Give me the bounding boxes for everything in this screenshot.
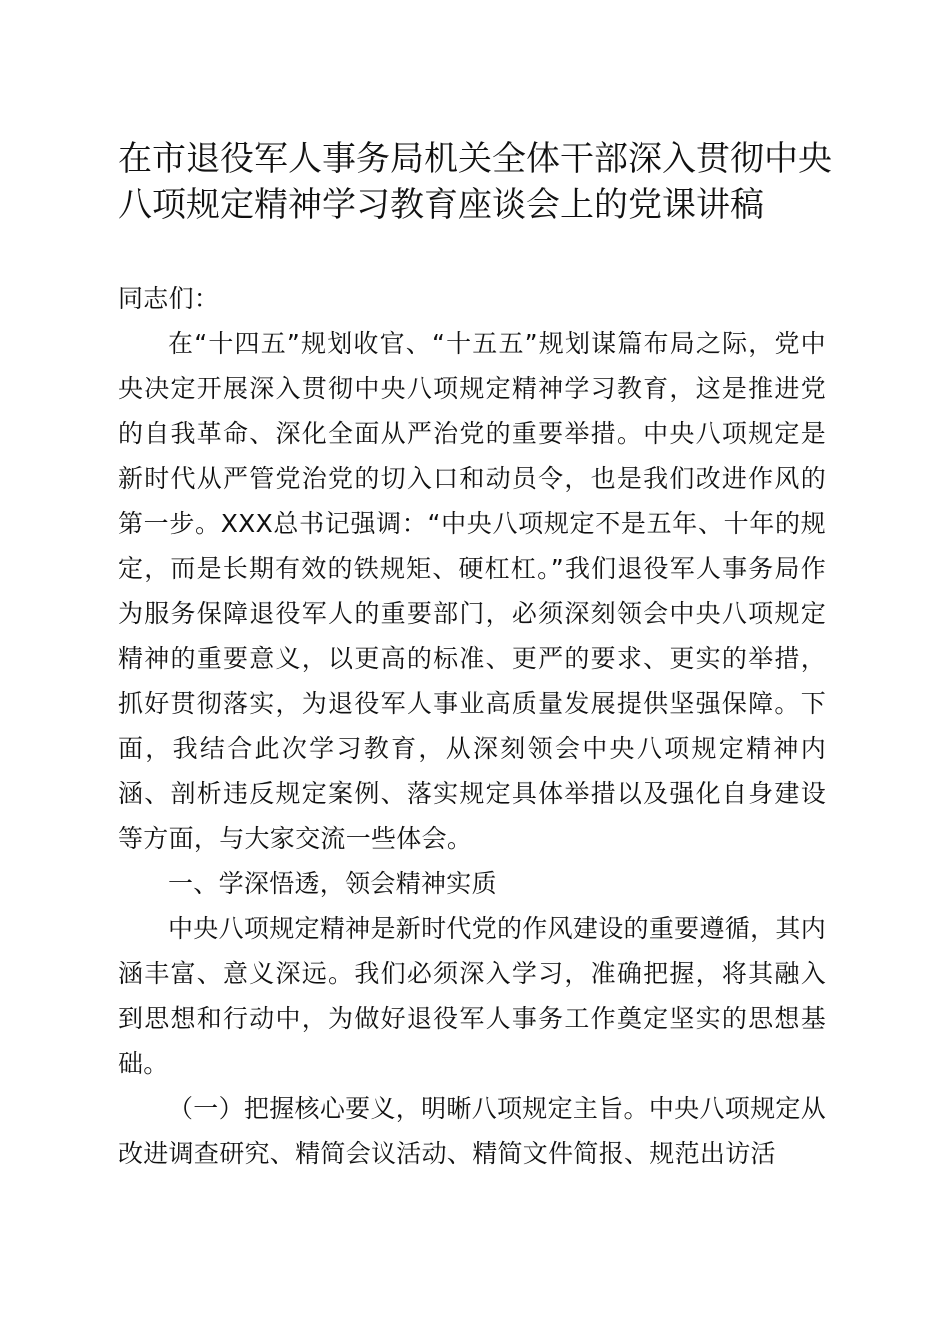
document-body — [118, 276, 826, 1176]
paragraph-section-1: 中央八项规定精神是新时代党的作风建设的重要遵循，其内涵丰富、意义深远。我们必须深入学习，准确把握，将其融入到思想和行动中，为做好退役军人事务工作奠定坚实的思想基础。 — [118, 914, 826, 1078]
section-heading-1: 一、学深悟透，领会精神实质 — [168, 869, 497, 898]
paragraph-intro: 在“十四五”规划收官、“十五五”规划谋篇布局之际，党中央决定开展深入贯彻中央八项规定精神学习教育，这是推进党的自我革命、深化全面从严治党的重要举措。中央八项规定是新时代从严管党治党的切入口和动员令，也是我们改进作风的第一步。XXX总书记强调：“中央八项规定不是五年、十年的规定，而是长期有效的铁规矩、硬杠杠。”我们退役军人事务局作为服务保障退役军人的重要部门，必须深刻领会中央八项规定精神的重要意义，以更高的标准、更严的要求、更实的举措，抓好贯彻落实，为退役军人事业高质量发展提供坚强保障。下面，我结合此次学习教育，从深刻领会中央八项规定精神内涵、剖析违反规定案例、落实规定具体举措以及强化自身建设等方面，与大家交流一些体会。 — [118, 329, 826, 853]
salutation: 同志们： — [118, 284, 220, 313]
document-title: 在市退役军人事务局机关全体干部深入贯彻中央八项规定精神学习教育座谈会上的党课讲稿 — [118, 139, 832, 225]
paragraph-subsection-1: （一）把握核心要义，明晰八项规定主旨。中央八项规定从改进调查研究、精简会议活动、精简文件简报、规范出访活 — [118, 1094, 826, 1168]
